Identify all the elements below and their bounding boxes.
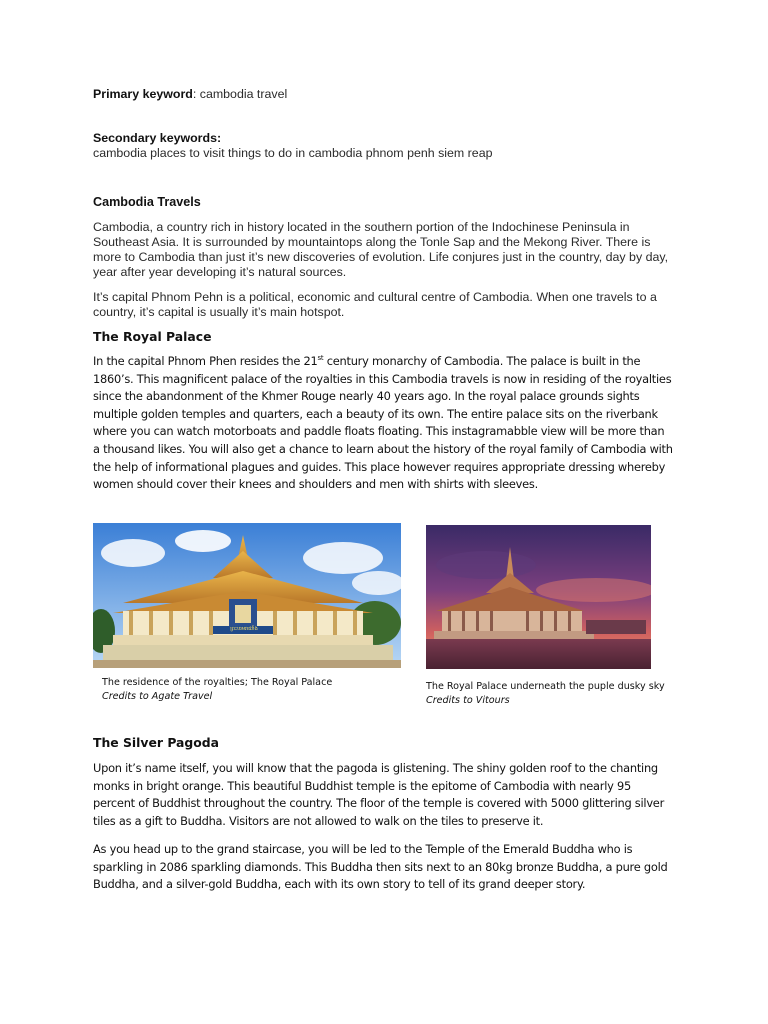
secondary-keywords-label [93,131,683,146]
section-heading-cambodia-travels: Cambodia Travels [93,195,201,209]
right-caption-title: The Royal Palace underneath the puple dusky sky [426,681,665,692]
secondary-keywords-heading: Secondary keywords: [93,131,222,145]
left-image-caption [102,676,402,704]
paragraph-royal-palace [93,353,673,494]
royal-palace-text-rest: century monarchy of Cambodia. The palace is built in the 1860’s. This magnificent palace of the royalties in this Cambodia travels is now in residing of the royalties since the abandonment of the Khmer Rouge nearly 40 years ago. In the royal palace grounds sights multiple golden temples and quarters, each a beauty of its own. The entire palace sits on the riverbank where you can watch motorboats and paddle floats floating. This instagramabble view will be more than a thousand likes. You will also get a chance to learn about the history of the royal family of Cambodia with the help of informational plagues and guides. This place however requires appropriate dressing whereby women should cover their knees and shoulders and men with shirts with sleeves. [93,354,673,492]
paragraph-cambodia-intro: Cambodia, a country rich in history located in the southern portion of the Indochinese Peninsula in Southeast Asia. It is surrounded by mountaintops along the Tonle Sap and the Mekong River. There is more to Cambodia than just it’s new discoveries of evolution. Life conjures just in the country, day by day, year after year developing it’s natural sources. [93,220,669,279]
section-heading-silver-pagoda: The Silver Pagoda [93,735,220,750]
right-caption-credit: Credits to Vitours [426,695,510,706]
primary-keyword-label: Primary keyword [93,87,193,101]
royal-palace-superscript: st [317,354,324,363]
left-caption-title: The residence of the royalties; The Royal Palace [102,677,333,688]
right-image-caption [426,680,726,708]
paragraph-emerald-buddha: As you head up to the grand staircase, you will be led to the Temple of the Emerald Buddha who is sparkling in 2086 sparkling diamonds. This Buddha then sits next to an 80kg bronze Buddha, a pure gold Buddha, and a silver-gold Buddha, each with its own story to tell of its grand deeper story. [93,842,668,892]
paragraph-silver-pagoda: Upon it’s name itself, you will know that the pagoda is glistening. The shiny golden roof to the chanting monks in bright orange. This beautiful Buddhist temple is the epitome of Cambodia with nearly 95 percent of Buddhist throughout the country. The floor of the temple is covered with 5000 glittering silver tiles as a gift to Buddha. Visitors are not allowed to walk on the tiles to preserve it. [93,761,665,828]
left-caption-credit: Credits to Agate Travel [102,691,213,702]
paragraph-capital: It’s capital Phnom Pehn is a political, economic and cultural centre of Cambodia. When one travels to a country, it’s capital is usually it’s main hotspot. [93,290,657,319]
palace-banner-text: ព្រះបរមរាជវាំង [230,626,258,632]
section-heading-royal-palace: The Royal Palace [93,329,212,344]
royal-palace-dusk-image [426,525,651,669]
secondary-keywords-value: cambodia places to visit things to do in cambodia phnom penh siem reap [93,146,493,160]
primary-keyword-line [93,87,683,102]
royal-palace-text-start: In the capital Phnom Phen resides the 21 [93,354,318,368]
primary-keyword-value: : cambodia travel [192,87,288,101]
royal-palace-day-image [93,523,401,668]
